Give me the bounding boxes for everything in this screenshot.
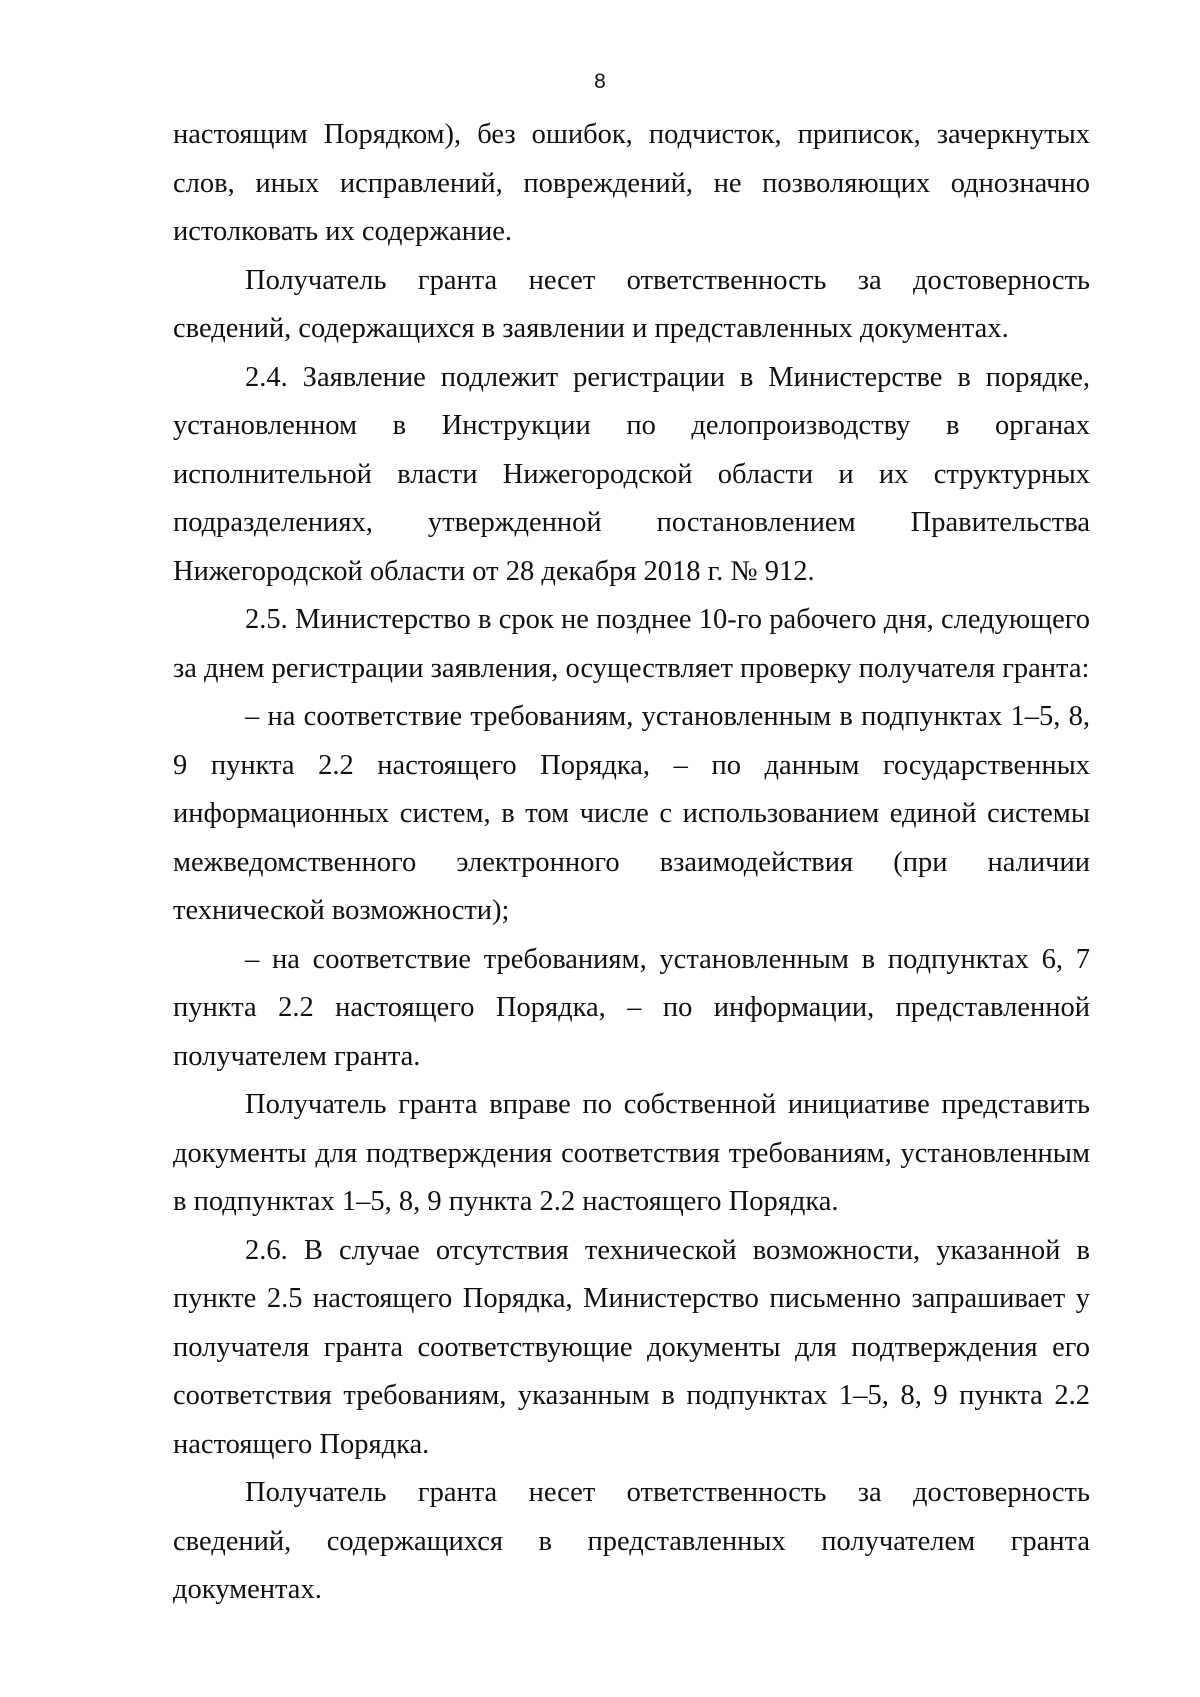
paragraph-2-6: 2.6. В случае отсутствия технической возможности, указанной в пункте 2.5 настоящего Порядка, Министерство письменно запрашивает у получателя гранта соответствующие документы для подтверждения его соответствия требованиям, указанным в подпунктах 1–5, 8, 9 пункта 2.2 настоящего Порядка.	[173, 1234, 1090, 1460]
paragraph-final-responsibility: Получатель гранта несет ответственность за достоверность сведений, содержащихся в представленных получателем гранта документах.	[173, 1477, 1090, 1605]
page-number: 8	[594, 70, 606, 93]
list-item-check-2: – на соответствие требованиям, установленным в подпунктах 6, 7 пункта 2.2 настоящего Порядка, – по информации, представленной получателем гранта.	[173, 943, 1090, 1072]
paragraph-own-initiative: Получатель гранта вправе по собственной инициативе представить документы для подтверждения соответствия требованиям, установленным в подпунктах 1–5, 8, 9 пункта 2.2 настоящего Порядка.	[173, 1089, 1090, 1217]
paragraph-continuation: настоящим Порядком), без ошибок, подчисток, приписок, зачеркнутых слов, иных исправлений, повреждений, не позволяющих однозначно истолковать их содержание.	[173, 119, 1090, 247]
paragraph-responsibility: Получатель гранта несет ответственность за достоверность сведений, содержащихся в заявлении и представленных документах.	[173, 264, 1090, 344]
document-body	[173, 111, 1090, 1615]
paragraph-2-5: 2.5. Министерство в срок не позднее 10-го рабочего дня, следующего за днем регистрации заявления, осуществляет проверку получателя гранта:	[173, 604, 1090, 684]
paragraph-2-4: 2.4. Заявление подлежит регистрации в Министерстве в порядке, установленном в Инструкции по делопроизводству в органах исполнительной власти Нижегородской области и их структурных подразделениях, утвержденной постановлением Правительства Нижегородской области от 28 декабря 2018 г. № 912.	[173, 361, 1090, 587]
list-item-check-1: – на соответствие требованиям, установленным в подпунктах 1–5, 8, 9 пункта 2.2 настоящего Порядка, – по данным государственных информационных систем, в том числе с использованием единой системы межведомственного электронного взаимодействия (при наличии технической возможности);	[173, 701, 1090, 926]
